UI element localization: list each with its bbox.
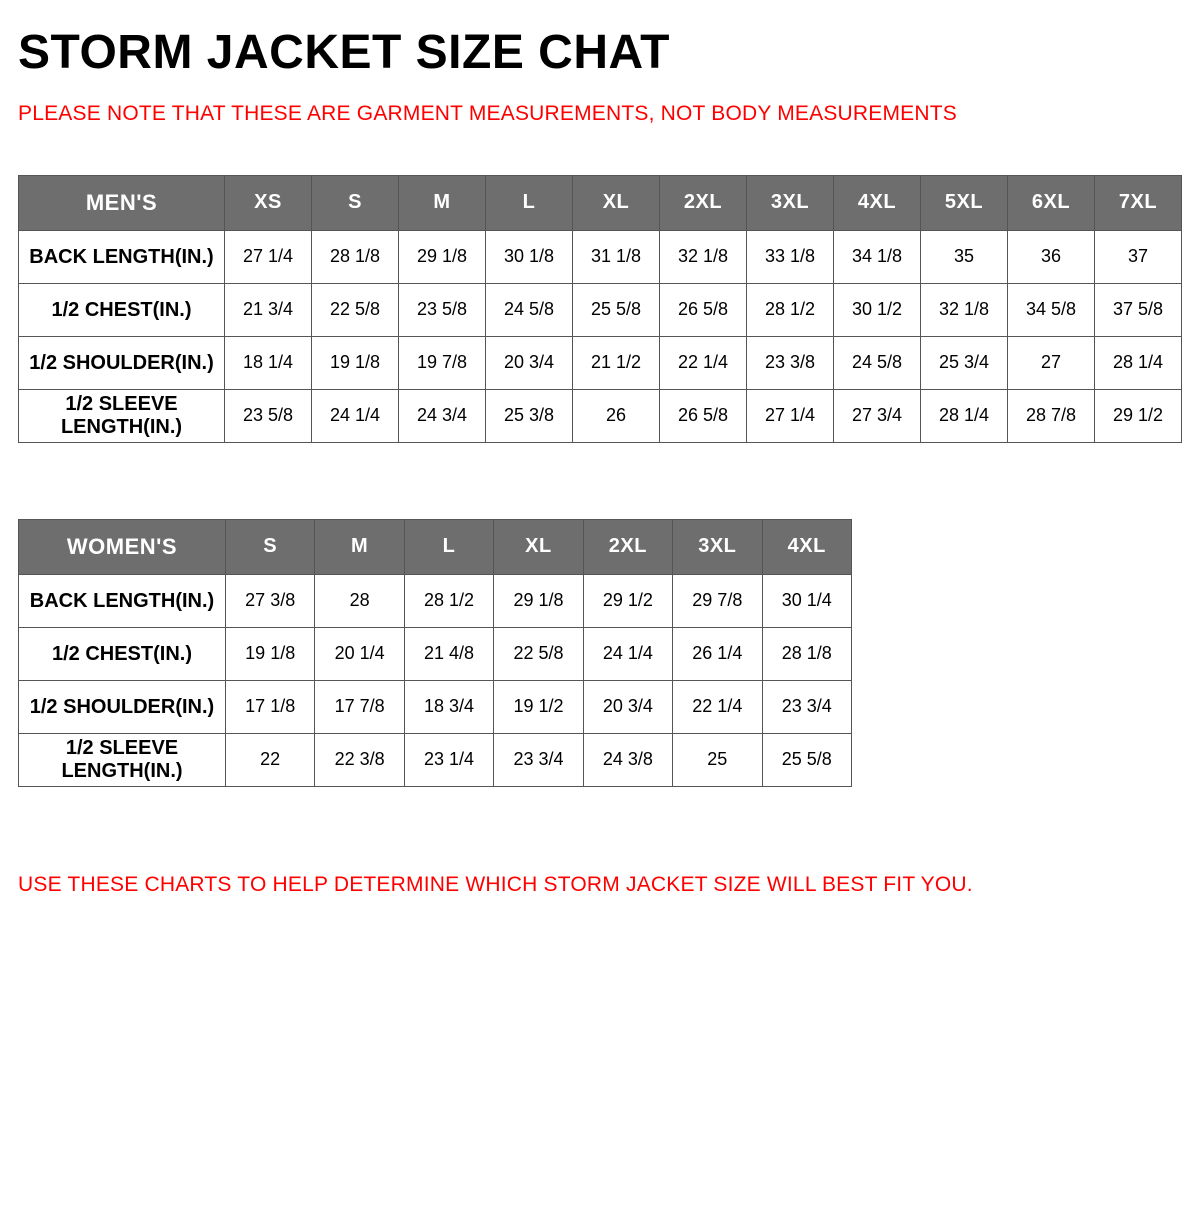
col-header-2xl: 2XL [660, 175, 747, 230]
cell: 22 1/4 [660, 336, 747, 389]
cell: 29 1/8 [494, 574, 583, 627]
mens-size-table-wrapper [18, 175, 1182, 443]
col-header-4xl: 4XL [762, 519, 851, 574]
cell: 32 1/8 [660, 230, 747, 283]
cell: 19 1/8 [312, 336, 399, 389]
row-label-half-chest: 1/2 CHEST(IN.) [19, 283, 225, 336]
cell: 22 1/4 [673, 680, 762, 733]
cell: 34 5/8 [1008, 283, 1095, 336]
cell: 23 5/8 [225, 389, 312, 442]
cell: 27 1/4 [747, 389, 834, 442]
cell: 23 3/4 [494, 733, 583, 786]
cell: 26 5/8 [660, 283, 747, 336]
cell: 30 1/8 [486, 230, 573, 283]
col-header-3xl: 3XL [747, 175, 834, 230]
cell: 21 4/8 [404, 627, 493, 680]
col-header-xl: XL [494, 519, 583, 574]
cell: 25 5/8 [762, 733, 851, 786]
cell: 28 1/8 [762, 627, 851, 680]
cell: 19 1/8 [225, 627, 314, 680]
row-label-half-chest: 1/2 CHEST(IN.) [19, 627, 226, 680]
col-header-s: S [225, 519, 314, 574]
col-header-5xl: 5XL [921, 175, 1008, 230]
cell: 23 3/8 [747, 336, 834, 389]
cell: 20 3/4 [486, 336, 573, 389]
cell: 29 1/2 [1095, 389, 1182, 442]
mens-size-table [18, 175, 1182, 443]
cell: 20 3/4 [583, 680, 672, 733]
cell: 33 1/8 [747, 230, 834, 283]
cell: 30 1/4 [762, 574, 851, 627]
cell: 18 1/4 [225, 336, 312, 389]
col-header-l: L [486, 175, 573, 230]
row-label-half-shoulder: 1/2 SHOULDER(IN.) [19, 680, 226, 733]
cell: 26 5/8 [660, 389, 747, 442]
cell: 37 [1095, 230, 1182, 283]
cell: 25 [673, 733, 762, 786]
table-header-row [19, 519, 852, 574]
cell: 24 5/8 [834, 336, 921, 389]
row-label-half-sleeve-length: 1/2 SLEEVE LENGTH(IN.) [19, 733, 226, 786]
table-header-row [19, 175, 1182, 230]
cell: 17 7/8 [315, 680, 404, 733]
col-header-4xl: 4XL [834, 175, 921, 230]
cell: 28 [315, 574, 404, 627]
garment-measurement-note: PLEASE NOTE THAT THESE ARE GARMENT MEASUREMENTS, NOT BODY MEASUREMENTS [18, 102, 957, 126]
table-row [19, 574, 852, 627]
cell: 17 1/8 [225, 680, 314, 733]
col-header-2xl: 2XL [583, 519, 672, 574]
cell: 28 1/2 [747, 283, 834, 336]
cell: 27 [1008, 336, 1095, 389]
chart-usage-note: USE THESE CHARTS TO HELP DETERMINE WHICH STORM JACKET SIZE WILL BEST FIT YOU. [18, 872, 973, 896]
cell: 23 5/8 [399, 283, 486, 336]
table-row [19, 627, 852, 680]
womens-corner-label: WOMEN'S [19, 519, 226, 574]
cell: 36 [1008, 230, 1095, 283]
cell: 20 1/4 [315, 627, 404, 680]
col-header-3xl: 3XL [673, 519, 762, 574]
cell: 18 3/4 [404, 680, 493, 733]
cell: 23 1/4 [404, 733, 493, 786]
cell: 28 1/2 [404, 574, 493, 627]
cell: 23 3/4 [762, 680, 851, 733]
cell: 31 1/8 [573, 230, 660, 283]
cell: 21 3/4 [225, 283, 312, 336]
womens-size-table-wrapper [18, 519, 1182, 787]
col-header-m: M [399, 175, 486, 230]
cell: 26 1/4 [673, 627, 762, 680]
cell: 28 1/8 [312, 230, 399, 283]
size-chart-page [0, 28, 1200, 1228]
cell: 22 [225, 733, 314, 786]
page-title: STORM JACKET SIZE CHAT [18, 26, 670, 79]
cell: 28 1/4 [1095, 336, 1182, 389]
col-header-xs: XS [225, 175, 312, 230]
table-row [19, 680, 852, 733]
cell: 19 1/2 [494, 680, 583, 733]
row-label-back-length: BACK LENGTH(IN.) [19, 230, 225, 283]
cell: 35 [921, 230, 1008, 283]
cell: 37 5/8 [1095, 283, 1182, 336]
table-row [19, 283, 1182, 336]
womens-size-table [18, 519, 852, 787]
cell: 30 1/2 [834, 283, 921, 336]
col-header-l: L [404, 519, 493, 574]
row-label-half-sleeve-length: 1/2 SLEEVE LENGTH(IN.) [19, 389, 225, 442]
table-row [19, 230, 1182, 283]
cell: 25 3/4 [921, 336, 1008, 389]
table-row [19, 336, 1182, 389]
table-row [19, 733, 852, 786]
cell: 29 7/8 [673, 574, 762, 627]
col-header-xl: XL [573, 175, 660, 230]
cell: 24 3/8 [583, 733, 672, 786]
cell: 22 5/8 [494, 627, 583, 680]
cell: 24 5/8 [486, 283, 573, 336]
col-header-6xl: 6XL [1008, 175, 1095, 230]
cell: 29 1/2 [583, 574, 672, 627]
cell: 29 1/8 [399, 230, 486, 283]
cell: 32 1/8 [921, 283, 1008, 336]
col-header-7xl: 7XL [1095, 175, 1182, 230]
col-header-s: S [312, 175, 399, 230]
cell: 27 3/8 [225, 574, 314, 627]
cell: 28 7/8 [1008, 389, 1095, 442]
cell: 27 1/4 [225, 230, 312, 283]
row-label-back-length: BACK LENGTH(IN.) [19, 574, 226, 627]
cell: 28 1/4 [921, 389, 1008, 442]
cell: 25 3/8 [486, 389, 573, 442]
cell: 24 3/4 [399, 389, 486, 442]
cell: 25 5/8 [573, 283, 660, 336]
cell: 22 3/8 [315, 733, 404, 786]
cell: 21 1/2 [573, 336, 660, 389]
col-header-m: M [315, 519, 404, 574]
mens-corner-label: MEN'S [19, 175, 225, 230]
cell: 22 5/8 [312, 283, 399, 336]
cell: 24 1/4 [312, 389, 399, 442]
cell: 34 1/8 [834, 230, 921, 283]
cell: 19 7/8 [399, 336, 486, 389]
cell: 24 1/4 [583, 627, 672, 680]
row-label-half-shoulder: 1/2 SHOULDER(IN.) [19, 336, 225, 389]
cell: 27 3/4 [834, 389, 921, 442]
cell: 26 [573, 389, 660, 442]
table-row [19, 389, 1182, 442]
